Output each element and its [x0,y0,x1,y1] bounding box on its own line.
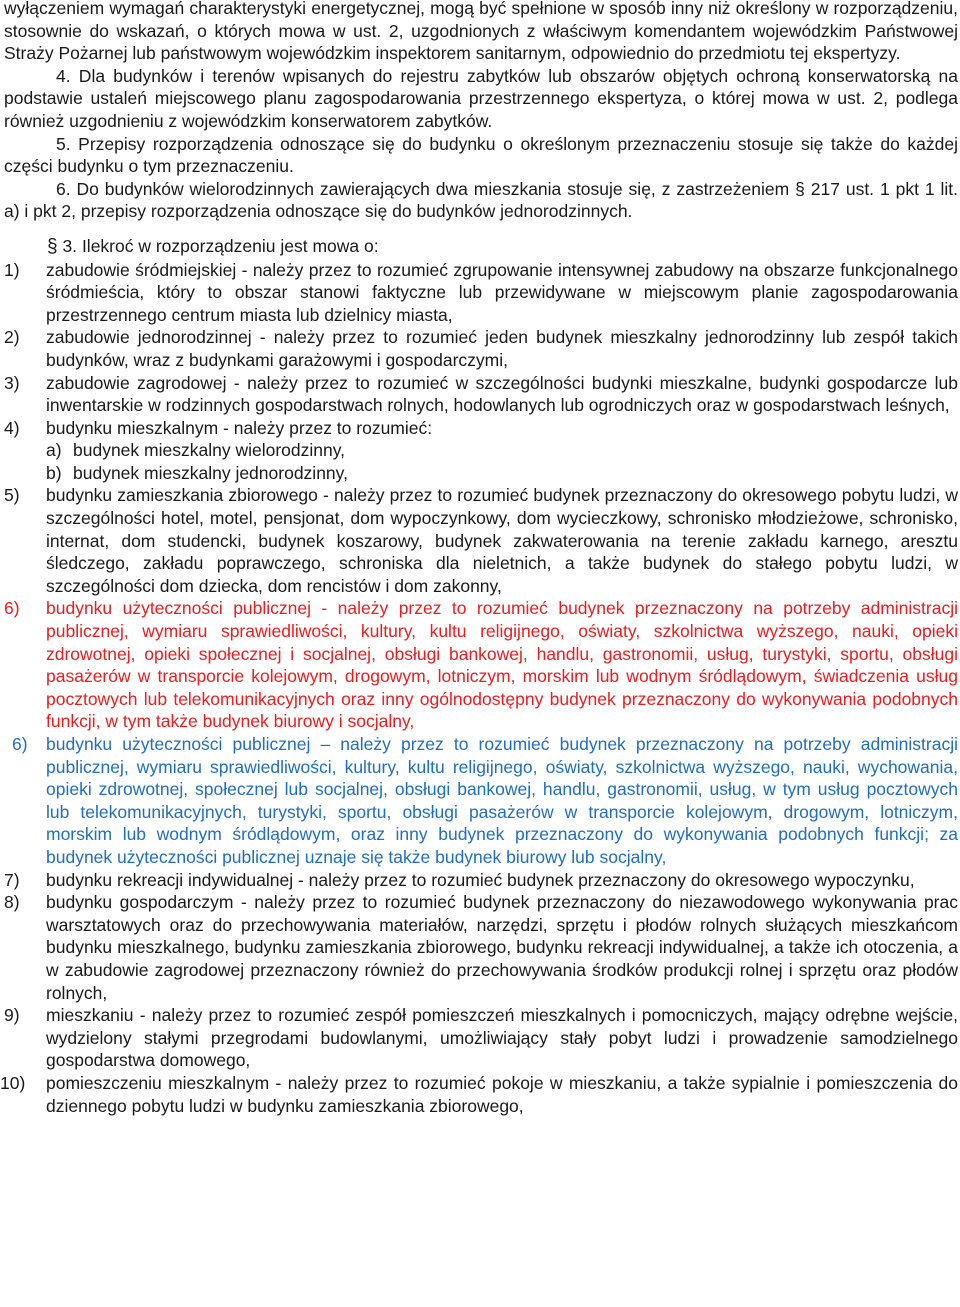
item-number: 8) [4,892,20,913]
item-number: 5) [4,485,20,506]
definition-item-1 [4,259,958,327]
item-text: mieszkaniu - należy przez to rozumieć zespół pomieszczeń mieszkalnych i pomocniczych, mający odrębne wejście, wydzielony stałymi przegrodami budowlanymi, umożliwiający stały pobyt ludzi i prowadzenie samodzielnego gospodarstwa domowego, [46,1005,958,1071]
item-text: zabudowie śródmiejskiej - należy przez to rozumieć zgrupowanie intensywnej zabudowy na obszarze funkcjonalnego śródmieścia, który to obszar stanowi faktyczne lub przewidywane w miejscowym planie zagospodarowania przestrzennego centrum miasta lub dzielnicy miasta, [46,259,958,325]
definition-item-2 [4,326,958,371]
paragraph-5: 5. Przepisy rozporządzenia odnoszące się do budynku o określonym przeznaczeniu stosuje się także do każdej części budynku o tym przeznaczeniu. [4,133,958,177]
section-symbol: § [47,235,58,257]
item-number: 10) [0,1072,26,1093]
definition-item-9 [4,1004,958,1072]
item-text: budynku rekreacji indywidualnej - należy przez to rozumieć budynek przeznaczony do okresowego wypoczynku, [46,869,915,890]
item-text: zabudowie jednorodzinnej - należy przez to rozumieć jeden budynek mieszkalny jednorodzinny lub zespół takich budynków, wraz z budynkami garażowymi i gospodarczymi, [46,327,958,370]
item-text: budynku mieszkalnym - należy przez to rozumieć: [46,417,433,438]
item-text: zabudowie zagrodowej - należy przez to rozumieć w szczególności budynki mieszkalne, budynki gospodarcze lub inwentarskie w rodzinnych gospodarstwach rolnych, hodowlanych lub ogrodniczych oraz w gospodarstwach leśnych, [46,372,958,416]
definition-item-4 [4,417,958,485]
definition-item-8 [4,891,958,1004]
item-number: 6) [4,598,20,619]
sub-item-text: budynek mieszkalny jednorodzinny, [73,462,348,483]
sub-item-b [46,462,958,485]
item-number: 4) [4,417,20,438]
item-number: 9) [4,1005,20,1026]
item-number: 3) [4,372,20,393]
item-text: budynku zamieszkania zbiorowego - należy przez to rozumieć budynek przeznaczony do okresowego pobytu ludzi, w szczególności hotel, motel, pensjonat, dom wypoczynkowy, dom wycieczkowy, schronisko młodzieżowe, schronisko, internat, dom studencki, budynek koszarowy, budynek zakwaterowania na terenie zakładu karnego, aresztu śledczego, zakładu poprawczego, schroniska dla nieletnich, a także budynek do stałego pobytu ludzi, w szczególności dom dziecka, dom rencistów i dom zakonny, [46,485,958,596]
section-heading [4,235,958,259]
definition-item-5 [4,484,958,597]
section-number: 3. [62,235,78,256]
sub-item-text: budynek mieszkalny wielorodzinny, [73,440,346,461]
paragraph-4: 4. Dla budynków i terenów wpisanych do rejestru zabytków lub obszarów objętych ochroną konserwatorską na podstawie ustaleń miejscowego planu zagospodarowania przestrzennego ekspertyza, o której mowa w ust. 2, podlega również uzgodnieniu z wojewódzkim konserwatorem zabytków. [4,65,958,131]
definition-item-7 [4,869,958,892]
definition-list [0,259,958,1118]
item-text: pomieszczeniu mieszkalnym - należy przez to rozumieć pokoje w mieszkaniu, a także sypialnie i pomieszczenia do dziennego pobytu ludzi w budynku zamieszkania zbiorowego, [46,1072,958,1116]
definition-item-6-old-version [4,597,958,733]
definition-item-6-new-version [4,733,958,869]
definition-item-3 [4,372,958,417]
paragraph-continuation: wyłączeniem wymagań charakterystyki energetycznej, mogą być spełnione w sposób inny niż określony w rozporządzeniu, stosownie do wskazań, o których mowa w ust. 2, uzgodnionych z właściwym komendantem wojewódzkim Państwowej Straży Pożarnej lub państwowym wojewódzkim inspektorem sanitarnym, odpowiednio do przedmiotu tej ekspertyzy. [4,0,958,64]
item-number: 1) [4,259,20,280]
item-text: budynku użyteczności publicznej - należy przez to rozumieć budynek przeznaczony na potrzeby administracji publicznej, wymiaru sprawiedliwości, kultury, kultu religijnego, oświaty, szkolnictwa wyższego, nauki, opieki zdrowotnej, opieki społecznej i socjalnej, obsługi bankowej, handlu, gastronomii, usług, turystyki, sportu, obsługi pasażerów w transporcie kolejowym, drogowym, lotniczym, morskim lub wodnym śródlądowym, świadczenia usług pocztowych lub telekomunikacyjnych oraz inny ogólnodostępny budynek przeznaczony do wykonywania podobnych funkcji, w tym także budynek biurowy i socjalny, [46,598,958,732]
item-text: budynku gospodarczym - należy przez to rozumieć budynek przeznaczony do niezawodowego wykonywania prac warsztatowych oraz do przechowywania materiałów, narzędzi, sprzętu i płodów rolnych służących mieszkańcom budynku mieszkalnego, budynku zamieszkania zbiorowego, budynku rekreacji indywidualnej, a także ich otoczenia, a w zabudowie zagrodowej przeznaczony również do przechowywania środków produkcji rolnej i sprzętu oraz płodów rolnych, [46,892,958,1003]
sub-item-number: a) [46,440,62,461]
item-number: 6) [12,734,28,754]
definition-item-10 [0,1072,958,1117]
item-number: 7) [4,869,20,890]
section-lead: Ilekroć w rozporządzeniu jest mowa o: [81,235,379,256]
sub-item-number: b) [46,462,62,483]
item-number: 2) [4,327,20,348]
item-text: budynku użyteczności publicznej – należy przez to rozumieć budynek przeznaczony na potrzeby administracji publicznej, wymiaru sprawiedliwości, kultury, kultu religijnego, oświaty, szkolnictwa wyższego, nauki, wychowania, opieki zdrowotnej, społecznej lub socjalnej, obsługi bankowej, handlu, gastronomii, usług, w tym usług pocztowych lub telekomunikacyjnych, turystyki, sportu, obsługi pasażerów w transporcie kolejowym, drogowym, lotniczym, morskim lub wodnym śródlądowym, oraz inny budynek przeznaczony do wykonywania podobnych funkcji; za budynek użyteczności publicznej uznaje się także budynek biurowy lub socjalny, [46,734,958,867]
item-body [46,417,958,485]
sub-item-a [46,439,958,462]
paragraph-6: 6. Do budynków wielorodzinnych zawierających dwa mieszkania stosuje się, z zastrzeżeniem § 217 ust. 1 pkt 1 lit. a) i pkt 2, przepisy rozporządzenia odnoszące się do budynków jednorodzinnych. [4,178,958,222]
